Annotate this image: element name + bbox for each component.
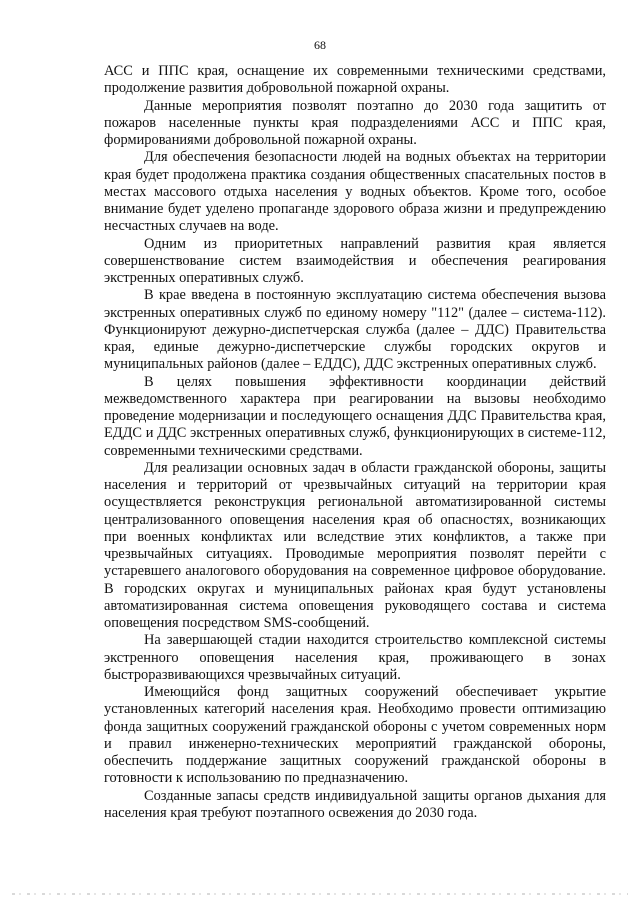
paragraph-9: Имеющийся фонд защитных сооружений обеспечивает укрытие установленных категорий населения края. Необходимо провести оптимизацию фонда защитных сооружений гражданской обороны с учетом современных норм и правил инженерно-технических мероприятий гражданской обороны, обеспечить поддержание защитных сооружений гражданской обороны в готовности к использованию по предназначению. (104, 684, 606, 787)
document-body (104, 63, 606, 822)
paragraph-7: Для реализации основных задач в области гражданской обороны, защиты населения и территорий от чрезвычайных ситуаций на территории края осуществляется реконструкция региональной автоматизированной системы централизованного оповещения населения края об опасностях, возникающих при военных конфликтах или вследствие этих конфликтов, а также при чрезвычайных ситуациях. Проводимые мероприятия позволят перейти с устаревшего аналогового оборудования на современное цифровое оборудование. В городских округах и муниципальных районах края будут установлены автоматизированная система оповещения руководящего состава и система оповещения посредством SMS-сообщений. (104, 459, 606, 631)
paragraph-6: В целях повышения эффективности координации действий межведомственного характера при реагировании на вызовы необходимо проведение модернизации и последующего оснащения ДДС Правительства края, ЕДДС и ДДС экстренных оперативных служб, функционирующих в системе-112, современными техническими средствами. (104, 373, 606, 459)
paragraph-1: АСС и ППС края, оснащение их современными техническими средствами, продолжение развития добровольной пожарной охраны. (104, 63, 606, 97)
paragraph-8: На завершающей стадии находится строительство комплексной системы экстренного оповещения населения края, проживающего в зонах быстроразвивающихся чрезвычайных ситуаций. (104, 632, 606, 683)
paragraph-4: Одним из приоритетных направлений развития края является совершенствование систем взаимодействия и обеспечения реагирования экстренных оперативных служб. (104, 235, 606, 286)
paragraph-10: Созданные запасы средств индивидуальной защиты органов дыхания для населения края требуют поэтапного освежения до 2030 года. (104, 787, 606, 821)
scan-artifact-line (12, 893, 628, 895)
paragraph-5: В крае введена в постоянную эксплуатацию система обеспечения вызова экстренных оперативных служб по единому номеру "112" (далее – система-112). Функционируют дежурно-диспетчерская служба (далее – ДДС) Правительства края, единые дежурно-диспетчерские службы городских округов и муниципальных районов (далее – ЕДДС), ДДС экстренных оперативных служб. (104, 287, 606, 373)
page-number: 68 (314, 38, 326, 52)
paragraph-2: Данные мероприятия позволят поэтапно до 2030 года защитить от пожаров населенные пункты края подразделениями АСС и ППС края, формированиями добровольной пожарной охраны. (104, 97, 606, 148)
paragraph-3: Для обеспечения безопасности людей на водных объектах на территории края будет продолжена практика создания общественных спасательных постов в местах массового отдыха населения у водных объектов. Кроме того, особое внимание будет уделено пропаганде здорового образа жизни и предупреждению несчастных случаев на воде. (104, 149, 606, 235)
